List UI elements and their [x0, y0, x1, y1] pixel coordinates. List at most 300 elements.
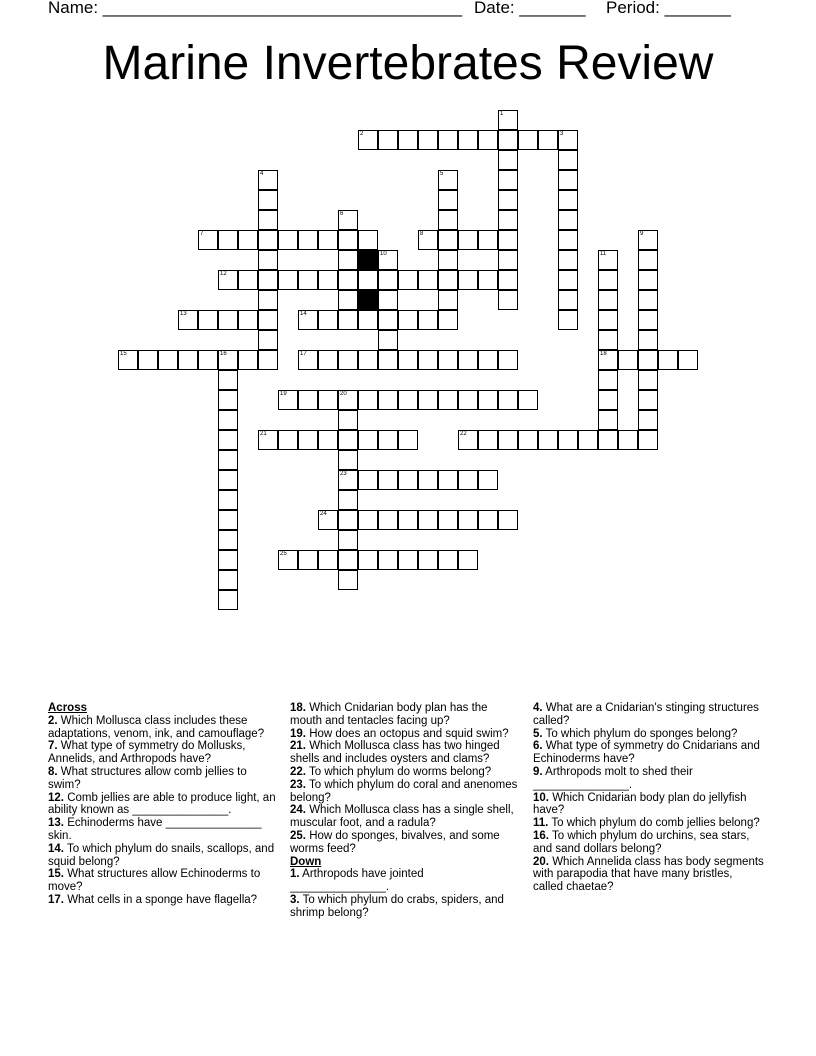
clue-number-label: 12.: [48, 791, 64, 804]
crossword-cell[interactable]: [238, 350, 258, 370]
crossword-cell[interactable]: [198, 310, 218, 330]
crossword-cell[interactable]: [318, 550, 338, 570]
crossword-cell[interactable]: [298, 550, 318, 570]
crossword-cell[interactable]: [558, 210, 578, 230]
crossword-cell[interactable]: [378, 270, 398, 290]
crossword-cell[interactable]: [258, 170, 278, 190]
crossword-cell[interactable]: [398, 350, 418, 370]
crossword-cell[interactable]: [218, 570, 238, 590]
clue-number: 7: [200, 231, 204, 237]
crossword-cell[interactable]: [478, 230, 498, 250]
crossword-cell[interactable]: [318, 430, 338, 450]
crossword-cell[interactable]: [438, 230, 458, 250]
crossword-cell[interactable]: [558, 290, 578, 310]
crossword-cell[interactable]: [338, 490, 358, 510]
crossword-cell[interactable]: [438, 270, 458, 290]
clue-number: 14: [300, 311, 307, 317]
crossword-cell[interactable]: [358, 130, 378, 150]
crossword-cell[interactable]: [258, 190, 278, 210]
crossword-cell[interactable]: [398, 430, 418, 450]
crossword-cell[interactable]: [358, 390, 378, 410]
crossword-cell[interactable]: [278, 270, 298, 290]
crossword-cell[interactable]: [518, 430, 538, 450]
clue-number-label: 1.: [290, 868, 300, 881]
clue-text: How does an octopus and squid swim?: [306, 727, 509, 740]
crossword-cell[interactable]: [418, 230, 438, 250]
crossword-cell[interactable]: [418, 310, 438, 330]
clue-item: [48, 792, 280, 818]
crossword-cell[interactable]: [378, 250, 398, 270]
crossword-cell[interactable]: [638, 410, 658, 430]
crossword-cell[interactable]: [218, 270, 238, 290]
crossword-cell[interactable]: [298, 390, 318, 410]
clue-text: What structures allow comb jellies to swim?: [48, 765, 247, 791]
crossword-cell[interactable]: [558, 190, 578, 210]
crossword-cell[interactable]: [358, 470, 378, 490]
clue-item: [290, 830, 522, 856]
clue-number-label: 5.: [533, 727, 543, 740]
page-title: Marine Invertebrates Review: [102, 37, 714, 90]
clue-text: Which Annelida class has body segments with parapodia that have many bristles, called chaetae?: [533, 855, 764, 894]
clue-text: Which Cnidarian body plan do jellyfish have?: [533, 791, 747, 817]
crossword-cell[interactable]: [358, 270, 378, 290]
crossword-cell[interactable]: [218, 470, 238, 490]
clue-item: [290, 766, 522, 779]
clue-text: Which Mollusca class has a single shell, muscular foot, and a radula?: [290, 804, 514, 830]
clue-text: Arthropods have jointed _______________.: [290, 868, 424, 894]
crossword-cell[interactable]: [338, 550, 358, 570]
crossword-cell[interactable]: [458, 550, 478, 570]
crossword-cell[interactable]: [378, 290, 398, 310]
crossword-cell[interactable]: [258, 330, 278, 350]
crossword-cell[interactable]: [558, 170, 578, 190]
clue-item: [533, 728, 765, 741]
clue-item: [290, 894, 522, 920]
clue-item: [48, 740, 280, 766]
clue-number: 21: [260, 431, 267, 437]
crossword-cell[interactable]: [598, 310, 618, 330]
crossword-cell[interactable]: [558, 150, 578, 170]
clue-number: 17: [300, 351, 307, 357]
crossword-cell[interactable]: [398, 470, 418, 490]
clue-item: [48, 868, 280, 894]
clue-item: [290, 804, 522, 830]
crossword-cell[interactable]: [638, 250, 658, 270]
clue-number: 12: [220, 271, 227, 277]
crossword-cell[interactable]: [438, 390, 458, 410]
crossword-cell[interactable]: [398, 310, 418, 330]
crossword-cell[interactable]: [238, 270, 258, 290]
crossword-cell[interactable]: [478, 270, 498, 290]
crossword-cell[interactable]: [498, 250, 518, 270]
crossword-cell[interactable]: [558, 430, 578, 450]
clue-item: [533, 792, 765, 818]
crossword-cell[interactable]: [338, 510, 358, 530]
crossword-cell[interactable]: [578, 430, 598, 450]
clue-item: [48, 817, 280, 843]
period-field[interactable]: Period: _______: [606, 0, 731, 17]
crossword-cell[interactable]: [498, 170, 518, 190]
crossword-cell[interactable]: [278, 230, 298, 250]
clue-item: [48, 715, 280, 741]
crossword-cell[interactable]: [258, 210, 278, 230]
crossword-cell[interactable]: [138, 350, 158, 370]
crossword-cell[interactable]: [638, 270, 658, 290]
clue-number-label: 21.: [290, 740, 306, 753]
crossword-cell[interactable]: [378, 550, 398, 570]
crossword-cell[interactable]: [318, 350, 338, 370]
crossword-cell[interactable]: [398, 390, 418, 410]
crossword-cell[interactable]: [638, 290, 658, 310]
clue-item: [533, 817, 765, 830]
clue-number: 23: [340, 471, 347, 477]
crossword-cell[interactable]: [378, 390, 398, 410]
crossword-cell[interactable]: [318, 230, 338, 250]
crossword-cell[interactable]: [598, 430, 618, 450]
crossword-cell[interactable]: [398, 550, 418, 570]
clue-number-label: 14.: [48, 842, 64, 855]
crossword-cell[interactable]: [298, 270, 318, 290]
crossword-cell[interactable]: [418, 390, 438, 410]
crossword-cell[interactable]: [638, 390, 658, 410]
crossword-cell[interactable]: [278, 390, 298, 410]
crossword-cell[interactable]: [338, 430, 358, 450]
clues-column-3: [533, 702, 765, 894]
clue-item: [290, 702, 522, 728]
crossword-cell[interactable]: [278, 430, 298, 450]
clue-number: 18: [600, 351, 607, 357]
clue-text: Which Cnidarian body plan has the mouth and tentacles facing up?: [290, 702, 488, 727]
clue-item: [48, 843, 280, 869]
crossword-cell[interactable]: [358, 430, 378, 450]
crossword-cell[interactable]: [498, 110, 518, 130]
crossword-cell[interactable]: [198, 230, 218, 250]
crossword-cell[interactable]: [338, 210, 358, 230]
crossword-cell[interactable]: [558, 230, 578, 250]
crossword-cell[interactable]: [378, 310, 398, 330]
crossword-cell[interactable]: [158, 350, 178, 370]
clue-number-label: 22.: [290, 765, 306, 778]
crossword-cell[interactable]: [318, 510, 338, 530]
crossword-cell[interactable]: [478, 470, 498, 490]
crossword-cell[interactable]: [558, 130, 578, 150]
crossword-cell[interactable]: [498, 430, 518, 450]
clue-number-label: 18.: [290, 702, 306, 714]
crossword-cell[interactable]: [538, 430, 558, 450]
clue-number-label: 19.: [290, 727, 306, 740]
crossword-cell[interactable]: [258, 250, 278, 270]
crossword-cell[interactable]: [338, 270, 358, 290]
crossword-cell[interactable]: [378, 430, 398, 450]
crossword-cell[interactable]: [258, 430, 278, 450]
clue-item: [533, 702, 765, 728]
clue-number-label: 16.: [533, 829, 549, 842]
crossword-cell[interactable]: [258, 270, 278, 290]
crossword-cell[interactable]: [258, 310, 278, 330]
crossword-cell[interactable]: [498, 150, 518, 170]
crossword-cell[interactable]: [338, 470, 358, 490]
crossword-cell[interactable]: [598, 330, 618, 350]
crossword-cell[interactable]: [498, 210, 518, 230]
crossword-cell[interactable]: [298, 310, 318, 330]
crossword-cell[interactable]: [298, 350, 318, 370]
crossword-cell[interactable]: [358, 510, 378, 530]
clue-text: To which phylum do worms belong?: [306, 765, 492, 778]
clue-number-label: 17.: [48, 893, 64, 906]
clue-number-label: 13.: [48, 817, 64, 830]
clue-text: What structures allow Echinoderms to move?: [48, 868, 261, 894]
clue-number: 24: [320, 511, 327, 517]
clue-text: Comb jellies are able to produce light, an ability known as _______________.: [48, 791, 276, 817]
black-square: [358, 250, 378, 270]
crossword-cell[interactable]: [338, 290, 358, 310]
crossword-cell[interactable]: [358, 550, 378, 570]
clue-number: 9: [640, 231, 644, 237]
crossword-cell[interactable]: [218, 230, 238, 250]
clue-number: 10: [380, 251, 387, 257]
crossword-cell[interactable]: [678, 350, 698, 370]
crossword-cell[interactable]: [618, 350, 638, 370]
crossword-cell[interactable]: [218, 530, 238, 550]
crossword-cell[interactable]: [218, 350, 238, 370]
crossword-cell[interactable]: [338, 250, 358, 270]
crossword-cell[interactable]: [598, 270, 618, 290]
crossword-cell[interactable]: [458, 470, 478, 490]
clue-number: 15: [120, 351, 127, 357]
crossword-cell[interactable]: [218, 410, 238, 430]
clue-item: [48, 894, 280, 907]
clue-number-label: 24.: [290, 804, 306, 817]
crossword-cell[interactable]: [458, 390, 478, 410]
crossword-cell[interactable]: [378, 330, 398, 350]
crossword-cell[interactable]: [638, 330, 658, 350]
crossword-cell[interactable]: [438, 170, 458, 190]
clue-number-label: 9.: [533, 765, 543, 778]
crossword-cell[interactable]: [318, 390, 338, 410]
crossword-cell[interactable]: [418, 270, 438, 290]
crossword-cell[interactable]: [338, 310, 358, 330]
crossword-cell[interactable]: [498, 510, 518, 530]
crossword-cell[interactable]: [338, 350, 358, 370]
clue-number-label: 3.: [290, 893, 300, 906]
clue-number: 19: [280, 391, 287, 397]
crossword-cell[interactable]: [378, 510, 398, 530]
crossword-cell[interactable]: [498, 290, 518, 310]
crossword-cell[interactable]: [558, 270, 578, 290]
crossword-cell[interactable]: [458, 350, 478, 370]
crossword-cell[interactable]: [558, 250, 578, 270]
crossword-cell[interactable]: [478, 510, 498, 530]
clue-item: [533, 766, 765, 792]
name-field[interactable]: Name: ______________________________________: [48, 0, 463, 17]
clue-item: [48, 766, 280, 792]
crossword-cell[interactable]: [638, 350, 658, 370]
crossword-cell[interactable]: [358, 230, 378, 250]
clue-text: What type of symmetry do Cnidarians and Echinoderms have?: [533, 740, 760, 766]
crossword-cell[interactable]: [378, 470, 398, 490]
crossword-cell[interactable]: [398, 270, 418, 290]
crossword-cell[interactable]: [438, 350, 458, 370]
crossword-cell[interactable]: [338, 570, 358, 590]
crossword-cell[interactable]: [118, 350, 138, 370]
crossword-cell[interactable]: [558, 310, 578, 330]
crossword-cell[interactable]: [258, 350, 278, 370]
clue-item: [533, 830, 765, 856]
crossword-cell[interactable]: [218, 510, 238, 530]
crossword-cell[interactable]: [518, 130, 538, 150]
crossword-cell[interactable]: [218, 550, 238, 570]
crossword-cell[interactable]: [478, 350, 498, 370]
crossword-cell[interactable]: [478, 130, 498, 150]
crossword-cell[interactable]: [178, 350, 198, 370]
crossword-cell[interactable]: [598, 370, 618, 390]
section-heading: Across: [48, 702, 87, 714]
crossword-cell[interactable]: [518, 390, 538, 410]
clue-number: 5: [440, 171, 444, 177]
crossword-cell[interactable]: [418, 470, 438, 490]
clue-item: [533, 856, 765, 894]
clue-text: To which phylum do urchins, sea stars, and sand dollars belong?: [533, 829, 750, 855]
crossword-cell[interactable]: [618, 430, 638, 450]
crossword-cell[interactable]: [338, 230, 358, 250]
crossword-cell[interactable]: [638, 310, 658, 330]
clue-number: 16: [220, 351, 227, 357]
crossword-cell[interactable]: [638, 370, 658, 390]
crossword-cell[interactable]: [498, 390, 518, 410]
crossword-cell[interactable]: [218, 310, 238, 330]
clue-number: 3: [560, 131, 564, 137]
clue-text: To which phylum do sponges belong?: [542, 727, 738, 740]
crossword-cell[interactable]: [418, 550, 438, 570]
clue-text: What type of symmetry do Mollusks, Annelids, and Arthropods have?: [48, 740, 246, 766]
clue-item: [290, 740, 522, 766]
clue-text: What cells in a sponge have flagella?: [64, 893, 258, 906]
clue-number-label: 25.: [290, 829, 306, 842]
crossword-cell[interactable]: [318, 310, 338, 330]
crossword-cell[interactable]: [218, 450, 238, 470]
crossword-cell[interactable]: [358, 350, 378, 370]
clue-text: To which phylum do coral and anenomes belong?: [290, 778, 518, 804]
crossword-cell[interactable]: [438, 310, 458, 330]
crossword-cell[interactable]: [438, 550, 458, 570]
crossword-cell[interactable]: [498, 350, 518, 370]
clue-number: 4: [260, 171, 264, 177]
date-field[interactable]: Date: _______: [474, 0, 586, 17]
crossword-cell[interactable]: [298, 430, 318, 450]
clue-number-label: 6.: [533, 740, 543, 753]
crossword-cell[interactable]: [178, 310, 198, 330]
clue-number: 2: [360, 131, 364, 137]
crossword-cell[interactable]: [498, 270, 518, 290]
crossword-cell[interactable]: [458, 430, 478, 450]
crossword-cell[interactable]: [238, 310, 258, 330]
crossword-cell[interactable]: [338, 410, 358, 430]
crossword-cell[interactable]: [438, 210, 458, 230]
crossword-cell[interactable]: [218, 390, 238, 410]
crossword-cell[interactable]: [458, 130, 478, 150]
crossword-cell[interactable]: [218, 590, 238, 610]
clue-item: [290, 779, 522, 805]
clue-text: What are a Cnidarian's stinging structures called?: [533, 702, 759, 727]
crossword-cell[interactable]: [398, 130, 418, 150]
crossword-cell[interactable]: [598, 290, 618, 310]
crossword-cell[interactable]: [378, 350, 398, 370]
crossword-cell[interactable]: [338, 390, 358, 410]
crossword-cell[interactable]: [218, 490, 238, 510]
crossword-cell[interactable]: [438, 470, 458, 490]
crossword-cell[interactable]: [438, 190, 458, 210]
crossword-cell[interactable]: [458, 230, 478, 250]
clue-item: [290, 868, 522, 894]
crossword-cell[interactable]: [478, 430, 498, 450]
crossword-cell[interactable]: [358, 310, 378, 330]
crossword-cell[interactable]: [218, 370, 238, 390]
clue-text: To which phylum do crabs, spiders, and shrimp belong?: [290, 893, 504, 919]
crossword-cell[interactable]: [378, 130, 398, 150]
clue-number-label: 23.: [290, 778, 306, 791]
crossword-cell[interactable]: [198, 350, 218, 370]
crossword-cell[interactable]: [638, 230, 658, 250]
crossword-cell[interactable]: [598, 250, 618, 270]
crossword-cell[interactable]: [438, 510, 458, 530]
crossword-cell[interactable]: [458, 270, 478, 290]
clue-number-label: 10.: [533, 791, 549, 804]
clue-number-label: 2.: [48, 714, 58, 727]
crossword-cell[interactable]: [418, 130, 438, 150]
clue-text: Which Mollusca class includes these adaptations, venom, ink, and camouflage?: [48, 714, 265, 740]
crossword-cell[interactable]: [478, 390, 498, 410]
crossword-cell[interactable]: [438, 250, 458, 270]
crossword-cell[interactable]: [598, 410, 618, 430]
clue-text: To which phylum do comb jellies belong?: [548, 817, 760, 830]
clue-item: [533, 740, 765, 766]
crossword-cell[interactable]: [638, 430, 658, 450]
clues-column-1: [48, 702, 280, 907]
clue-number-label: 8.: [48, 765, 58, 778]
clue-number: 11: [600, 251, 607, 257]
crossword-cell[interactable]: [418, 510, 438, 530]
crossword-cell[interactable]: [498, 230, 518, 250]
crossword-cell[interactable]: [498, 130, 518, 150]
crossword-cell[interactable]: [418, 350, 438, 370]
clue-number-label: 7.: [48, 740, 58, 753]
crossword-cell[interactable]: [338, 530, 358, 550]
clue-text: To which phylum do snails, scallops, and squid belong?: [48, 842, 275, 868]
crossword-cell[interactable]: [538, 130, 558, 150]
crossword-cell[interactable]: [218, 430, 238, 450]
crossword-cell[interactable]: [298, 230, 318, 250]
crossword-cell[interactable]: [598, 390, 618, 410]
crossword-cell[interactable]: [338, 450, 358, 470]
crossword-cell[interactable]: [498, 190, 518, 210]
crossword-cell[interactable]: [438, 130, 458, 150]
crossword-cell[interactable]: [458, 510, 478, 530]
crossword-cell[interactable]: [598, 350, 618, 370]
crossword-cell[interactable]: [258, 290, 278, 310]
crossword-cell[interactable]: [278, 550, 298, 570]
clue-number: 8: [420, 231, 424, 237]
crossword-cell[interactable]: [398, 510, 418, 530]
crossword-cell[interactable]: [238, 230, 258, 250]
crossword-cell[interactable]: [318, 270, 338, 290]
crossword-cell[interactable]: [658, 350, 678, 370]
clue-number: 13: [180, 311, 187, 317]
crossword-cell[interactable]: [258, 230, 278, 250]
section-heading: Down: [290, 855, 322, 868]
crossword-cell[interactable]: [438, 290, 458, 310]
clue-number-label: 20.: [533, 855, 549, 868]
clue-text: Which Mollusca class has two hinged shells and includes oysters and clams?: [290, 740, 500, 766]
